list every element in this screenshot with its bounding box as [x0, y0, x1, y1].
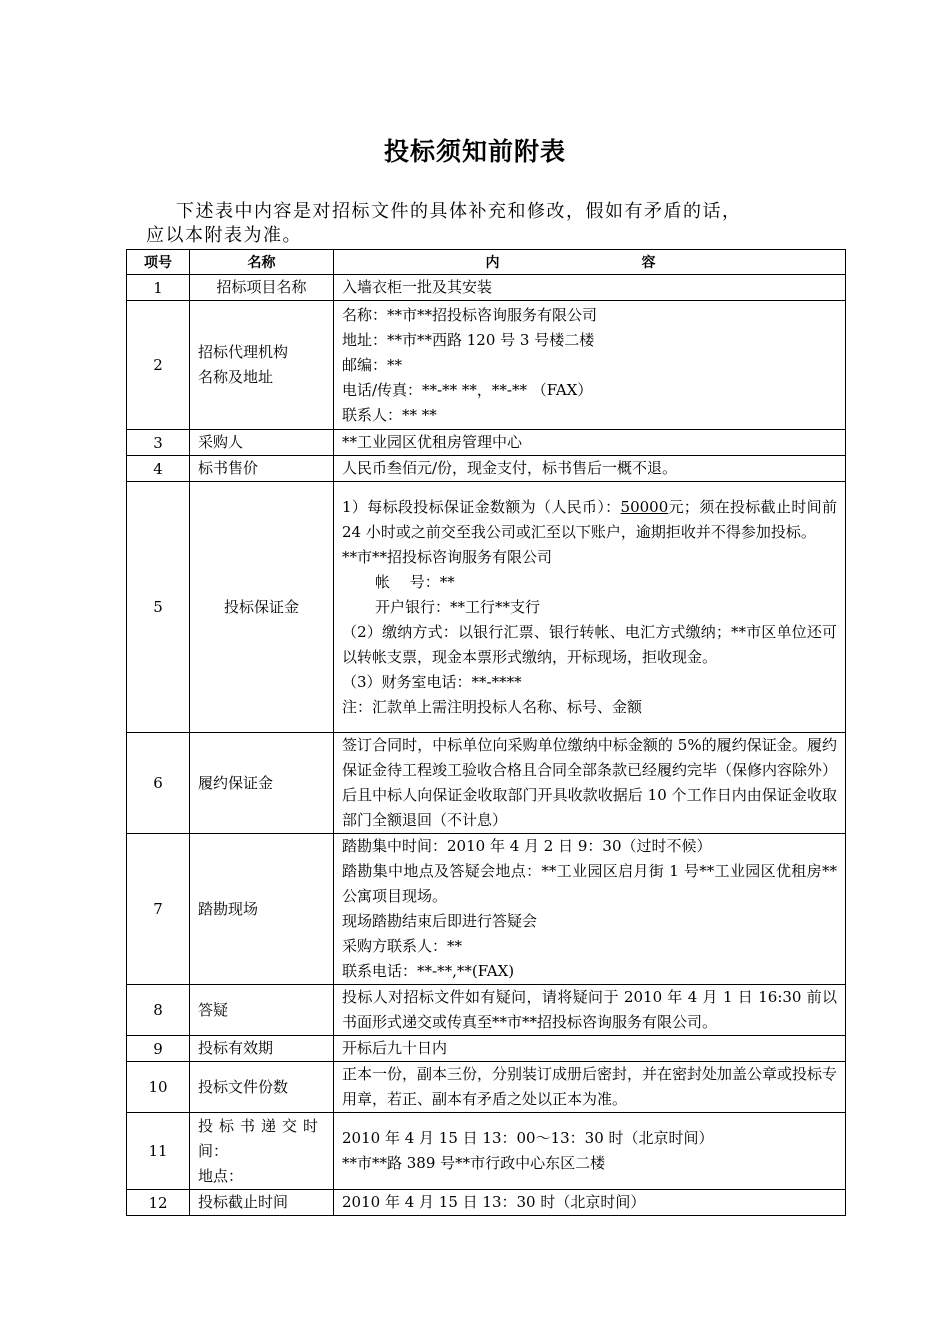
deposit-amount: 50000 [620, 497, 669, 516]
content-paragraph: 正本一份，副本三份，分别装订成册后密封，并在密封处加盖公章或投标专用章，若正、副本有矛盾之处以正本为准。 [342, 1065, 838, 1108]
content-line: **市**招投标咨询服务有限公司 [342, 547, 553, 566]
table-row [127, 275, 846, 301]
intro-line-1: 下述表中内容是对招标文件的具体补充和修改，假如有矛盾的话， [176, 201, 742, 222]
content-line: 联系人：** ** [342, 405, 437, 424]
row-number: 12 [127, 1190, 190, 1216]
row-name-line: 投标书递交时 [198, 1116, 325, 1135]
content-line: 电话/传真：**-** **，**-** （FAX） [342, 380, 593, 399]
row-number: 2 [127, 301, 190, 430]
row-name: 投标文件份数 [190, 1062, 334, 1113]
table-row [127, 1190, 846, 1216]
header-content [334, 250, 846, 275]
content-line: 现场踏勘结束后即进行答疑会 [342, 912, 538, 930]
header-content-label: 内 容 [485, 255, 694, 271]
table-row [127, 456, 846, 482]
row-name: 答疑 [190, 985, 334, 1036]
content-line: 采购方联系人：** [342, 937, 463, 955]
row-content [334, 1113, 846, 1190]
row-content [334, 1062, 846, 1113]
row-name: 招标项目名称 [190, 275, 334, 301]
row-number: 6 [127, 733, 190, 834]
row-name: 履约保证金 [190, 733, 334, 834]
content-line: 人民币叁佰元/份，现金支付，标书售后一概不退。 [342, 459, 678, 477]
row-name: 投标保证金 [190, 482, 334, 733]
row-name: 标书售价 [190, 456, 334, 482]
content-line: （3）财务室电话：**-**** [342, 672, 522, 691]
row-number: 8 [127, 985, 190, 1036]
row-content [334, 834, 846, 985]
row-content [334, 430, 846, 456]
row-name: 踏勘现场 [190, 834, 334, 985]
row-number: 9 [127, 1036, 190, 1062]
content-line: 开标后九十日内 [342, 1039, 448, 1057]
content-paragraph [342, 495, 837, 545]
table-row [127, 430, 846, 456]
row-name-line: 招标代理机构 [198, 343, 289, 361]
table-row [127, 1036, 846, 1062]
row-number: 5 [127, 482, 190, 733]
row-content [334, 482, 846, 733]
row-content [334, 1190, 846, 1216]
content-line: 邮编：** [342, 355, 403, 374]
row-name-line: 名称及地址 [198, 368, 274, 386]
row-content [334, 985, 846, 1036]
table-row [127, 733, 846, 834]
row-name [190, 301, 334, 430]
content-line: 踏勘集中时间：2010 年 4 月 2 日 9：30（过时不候） [342, 837, 712, 855]
table-row [127, 985, 846, 1036]
content-line: **工业园区优租房管理中心 [342, 433, 523, 451]
row-number: 11 [127, 1113, 190, 1190]
row-name: 投标有效期 [190, 1036, 334, 1062]
notice-table [126, 249, 846, 1216]
row-number: 1 [127, 275, 190, 301]
row-name: 投标截止时间 [190, 1190, 334, 1216]
intro-line-2: 应以本附表为准。 [146, 225, 302, 246]
intro-paragraph [146, 200, 836, 248]
row-number: 7 [127, 834, 190, 985]
content-text: 元；须在投标截止时间前 24 小时或之前交至我公司或汇至以下账户，逾期拒收并不得参加投标。 [342, 497, 837, 541]
row-name-line: 地点： [198, 1166, 244, 1185]
table-row [127, 834, 846, 985]
content-line: 入墙衣柜一批及其安装 [342, 278, 493, 296]
content-line: 开户银行：**工行**支行 [375, 597, 541, 616]
table-row [127, 1113, 846, 1190]
table-header-row [127, 250, 846, 275]
row-number: 4 [127, 456, 190, 482]
row-number: 3 [127, 430, 190, 456]
content-line: 2010 年 4 月 15 日 13：00～13：30 时（北京时间） [342, 1129, 714, 1147]
content-line: 2010 年 4 月 15 日 13：30 时（北京时间） [342, 1193, 646, 1211]
content-line: **市**路 389 号**市行政中心东区二楼 [342, 1154, 606, 1172]
row-name-line: 间： [198, 1141, 229, 1160]
content-paragraph: 签订合同时，中标单位向采购单位缴纳中标金额的 5%的履约保证金。履约保证金待工程竣工验收合格且合同全部条款已经履约完毕（保修内容除外）后且中标人向保证金收取部门开具收款收据后 10 个工作日内由保证金收取部门全额退回（不计息） [342, 736, 838, 829]
content-text: 1）每标段投标保证金数额为（人民币）： [342, 497, 621, 516]
row-name: 采购人 [190, 430, 334, 456]
row-name [190, 1113, 334, 1190]
content-line: 注：汇款单上需注明投标人名称、标号、金额 [342, 697, 643, 716]
page-title: 投标须知前附表 [383, 137, 566, 166]
content-paragraph: 投标人对招标文件如有疑问，请将疑问于 2010 年 4 月 1 日 16:30 前以书面形式递交或传真至**市**招投标咨询服务有限公司。 [342, 988, 837, 1031]
table-row [127, 301, 846, 430]
content-line: 地址：**市**西路 120 号 3 号楼二楼 [342, 330, 595, 349]
row-content [334, 275, 846, 301]
header-name: 名称 [190, 250, 334, 275]
content-line: 名称：**市**招投标咨询服务有限公司 [342, 305, 598, 324]
header-no: 项号 [127, 250, 190, 275]
row-content [334, 301, 846, 430]
content-line: 联系电话：**-**,**(FAX) [342, 962, 515, 980]
row-content [334, 733, 846, 834]
content-line: 帐 号：** [375, 572, 455, 591]
content-paragraph: 踏勘集中地点及答疑会地点：**工业园区启月街 1 号**工业园区优租房**公寓项目现场。 [342, 862, 837, 905]
row-number: 10 [127, 1062, 190, 1113]
table-row [127, 482, 846, 733]
row-content [334, 1036, 846, 1062]
table-row [127, 1062, 846, 1113]
row-content [334, 456, 846, 482]
content-paragraph: （2）缴纳方式：以银行汇票、银行转帐、电汇方式缴纳；**市区单位还可以转帐支票，现金本票形式缴纳，开标现场，拒收现金。 [342, 622, 837, 666]
